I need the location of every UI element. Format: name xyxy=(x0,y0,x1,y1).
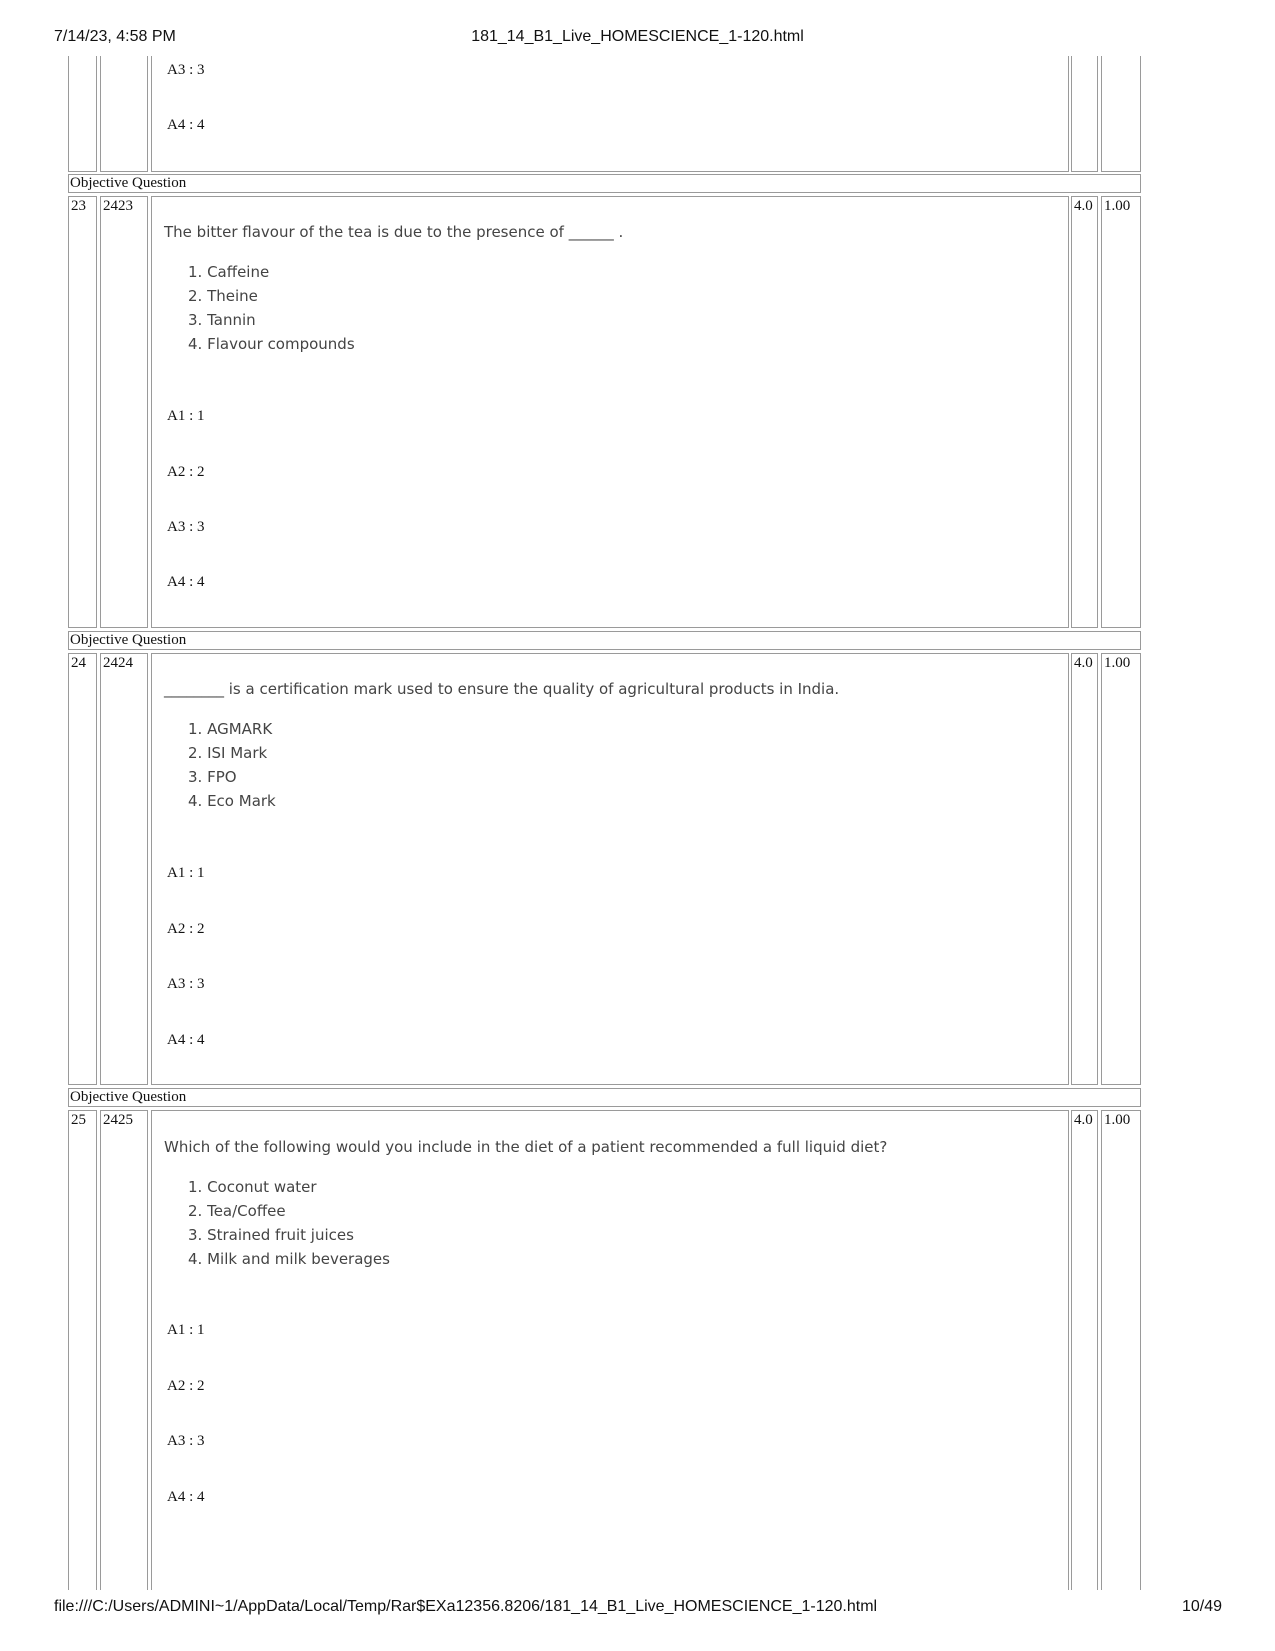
carryover-negative-cell xyxy=(1101,56,1141,172)
negative-marks-cell xyxy=(1101,1110,1141,1590)
question-text: The bitter flavour of the tea is due to the presence of ______ . xyxy=(164,223,624,241)
marks-cell xyxy=(1071,1110,1098,1590)
section-label-row xyxy=(68,631,1141,650)
option-2: 2. ISI Mark xyxy=(188,744,268,762)
option-4: 4. Milk and milk beverages xyxy=(188,1250,390,1268)
question-cell xyxy=(151,196,1069,628)
marks-cell xyxy=(1071,196,1098,628)
negative-marks-value: 1.00 xyxy=(1104,1112,1131,1128)
negative-marks-value: 1.00 xyxy=(1104,198,1131,214)
print-page-number: 10/49 xyxy=(1181,1598,1222,1615)
answer-a1: A1 : 1 xyxy=(167,408,205,424)
print-document-title: 181_14_B1_Live_HOMESCIENCE_1-120.html xyxy=(471,28,804,45)
section-label-row xyxy=(68,1088,1141,1107)
section-label: Objective Question xyxy=(70,175,187,191)
question-sno: 23 xyxy=(71,198,86,214)
option-3: 3. FPO xyxy=(188,768,237,786)
option-1: 1. Caffeine xyxy=(188,263,270,281)
qid-cell xyxy=(100,196,148,628)
sno-cell xyxy=(68,653,97,1085)
answer-a2: A2 : 2 xyxy=(167,464,205,480)
question-sno: 25 xyxy=(71,1112,86,1128)
section-label: Objective Question xyxy=(70,1089,187,1105)
answer-a2: A2 : 2 xyxy=(167,921,205,937)
question-id: 2425 xyxy=(103,1112,133,1128)
carryover-answer-a4: A4 : 4 xyxy=(167,117,205,133)
answer-a1: A1 : 1 xyxy=(167,1322,205,1338)
option-4: 4. Eco Mark xyxy=(188,792,276,810)
negative-marks-cell xyxy=(1101,196,1141,628)
negative-marks-value: 1.00 xyxy=(1104,655,1131,671)
question-cell xyxy=(151,653,1069,1085)
print-footer xyxy=(0,1598,1275,1620)
answer-a4: A4 : 4 xyxy=(167,1032,205,1048)
carryover-sno-cell xyxy=(68,56,97,172)
marks-cell xyxy=(1071,653,1098,1085)
carryover-marks-cell xyxy=(1071,56,1098,172)
marks-value: 4.0 xyxy=(1074,655,1093,671)
print-timestamp: 7/14/23, 4:58 PM xyxy=(54,28,176,45)
sno-cell xyxy=(68,196,97,628)
section-label: Objective Question xyxy=(70,632,187,648)
carryover-question-cell xyxy=(151,56,1069,172)
option-1: 1. Coconut water xyxy=(188,1178,317,1196)
answer-a3: A3 : 3 xyxy=(167,519,205,535)
marks-value: 4.0 xyxy=(1074,198,1093,214)
section-label-row xyxy=(68,174,1141,193)
question-text: ________ is a certification mark used to ensure the quality of agricultural products in India. xyxy=(164,680,840,698)
option-3: 3. Strained fruit juices xyxy=(188,1226,354,1244)
carryover-qid-cell xyxy=(100,56,148,172)
answer-a3: A3 : 3 xyxy=(167,976,205,992)
negative-marks-cell xyxy=(1101,653,1141,1085)
question-sno: 24 xyxy=(71,655,86,671)
answer-a2: A2 : 2 xyxy=(167,1378,205,1394)
option-1: 1. AGMARK xyxy=(188,720,273,738)
qid-cell xyxy=(100,1110,148,1590)
qid-cell xyxy=(100,653,148,1085)
answer-a4: A4 : 4 xyxy=(167,1489,205,1505)
option-4: 4. Flavour compounds xyxy=(188,335,355,353)
question-id: 2424 xyxy=(103,655,133,671)
question-text: Which of the following would you include in the diet of a patient recommended a full liquid diet? xyxy=(164,1138,888,1156)
print-file-path: file:///C:/Users/ADMINI~1/AppData/Local/Temp/Rar$EXa12356.8206/181_14_B1_Live_HOMESCIENCE_1-120.html xyxy=(54,1598,878,1615)
answer-a1: A1 : 1 xyxy=(167,865,205,881)
carryover-answer-a3: A3 : 3 xyxy=(167,62,205,78)
answer-a3: A3 : 3 xyxy=(167,1433,205,1449)
answer-a4: A4 : 4 xyxy=(167,574,205,590)
option-3: 3. Tannin xyxy=(188,311,256,329)
marks-value: 4.0 xyxy=(1074,1112,1093,1128)
question-id: 2423 xyxy=(103,198,133,214)
sno-cell xyxy=(68,1110,97,1590)
option-2: 2. Theine xyxy=(188,287,258,305)
option-2: 2. Tea/Coffee xyxy=(188,1202,286,1220)
